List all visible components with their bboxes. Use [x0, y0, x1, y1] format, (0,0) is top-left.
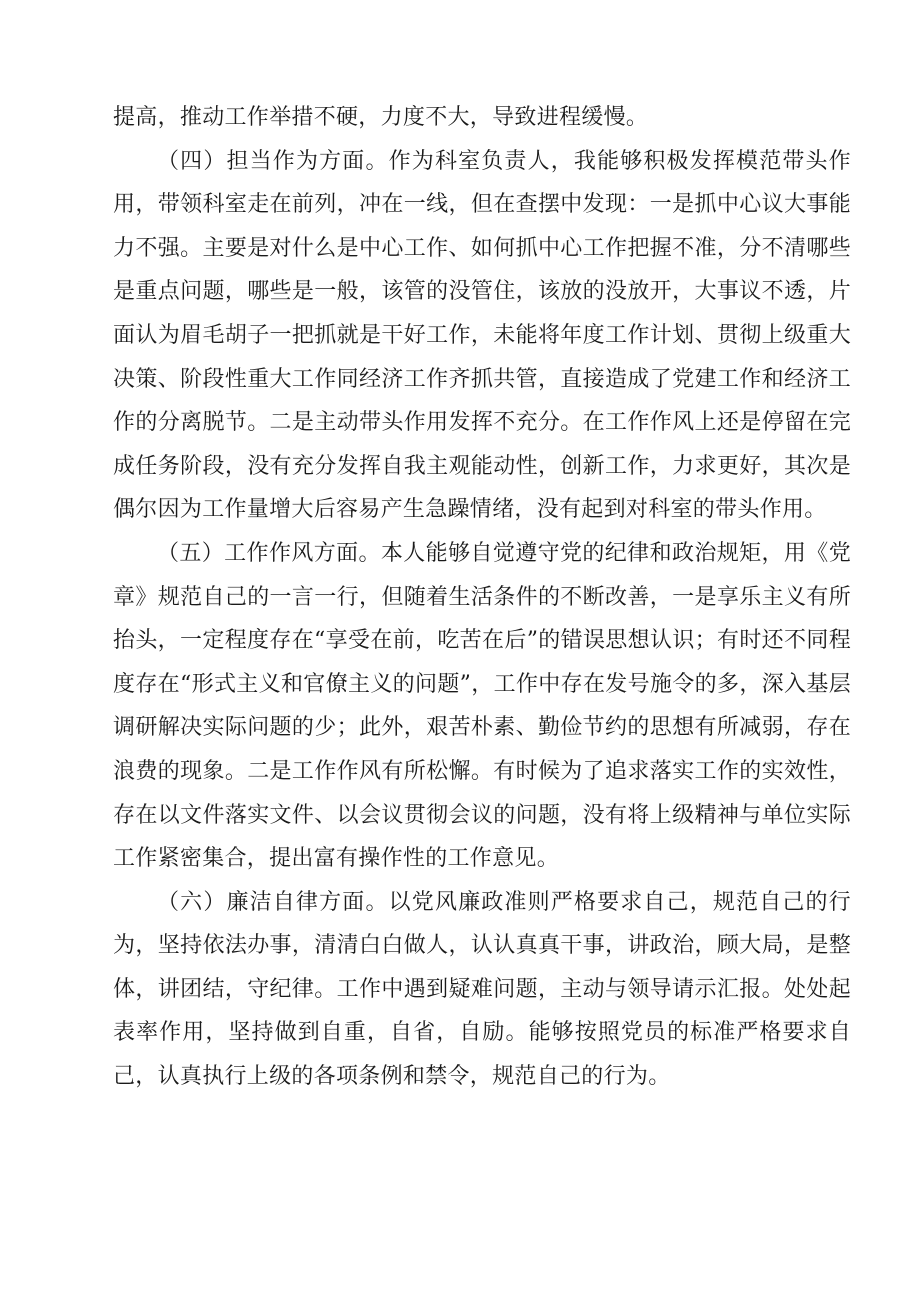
paragraph-continuation: 提高，推动工作举措不硬，力度不大，导致进程缓慢。: [113, 105, 649, 130]
paragraph-section-4: （四）担当作为方面。作为科室负责人，我能够积极发挥模范带头作用，带领科室走在前列，冲在一线，但在查摆中发现：一是抓中心议大事能力不强。主要是对什么是中心工作、如何抓中心工作把握不准，分不清哪些是重点问题，哪些是一般，该管的没管住，该放的没放开，大事议不透，片面认为眉毛胡子一把抓就是干好工作，未能将年度工作计划、贯彻上级重大决策、阶段性重大工作同经济工作齐抓共管，直接造成了党建工作和经济工作的分离脱节。二是主动带头作用发挥不充分。在工作作风上还是停留在完成任务阶段，没有充分发挥自我主观能动性，创新工作，力求更好，其次是偶尔因为工作量增大后容易产生急躁情绪，没有起到对科室的带头作用。: [113, 148, 851, 523]
document-body: [113, 96, 851, 1099]
paragraph-section-6: （六）廉洁自律方面。以党风廉政准则严格要求自己，规范自己的行为，坚持依法办事，清清白白做人，认认真真干事，讲政治，顾大局，是整体，讲团结，守纪律。工作中遇到疑难问题，主动与领导请示汇报。处处起表率作用，坚持做到自重，自省，自励。能够按照党员的标准严格要求自己，认真执行上级的各项条例和禁令，规范自己的行为。: [113, 889, 851, 1090]
paragraph-section-5: （五）工作作风方面。本人能够自觉遵守党的纪律和政治规矩，用《党章》规范自己的一言一行，但随着生活条件的不断改善，一是享乐主义有所抬头，一定程度存在“享受在前，吃苦在后”的错误思想认识；有时还不同程度存在“形式主义和官僚主义的问题”，工作中存在发号施令的多，深入基层调研解决实际问题的少；此外，艰苦朴素、勤俭节约的思想有所减弱，存在浪费的现象。二是工作作风有所松懈。有时候为了追求落实工作的实效性，存在以文件落实文件、以会议贯彻会议的问题，没有将上级精神与单位实际工作紧密集合，提出富有操作性的工作意见。: [113, 540, 851, 872]
